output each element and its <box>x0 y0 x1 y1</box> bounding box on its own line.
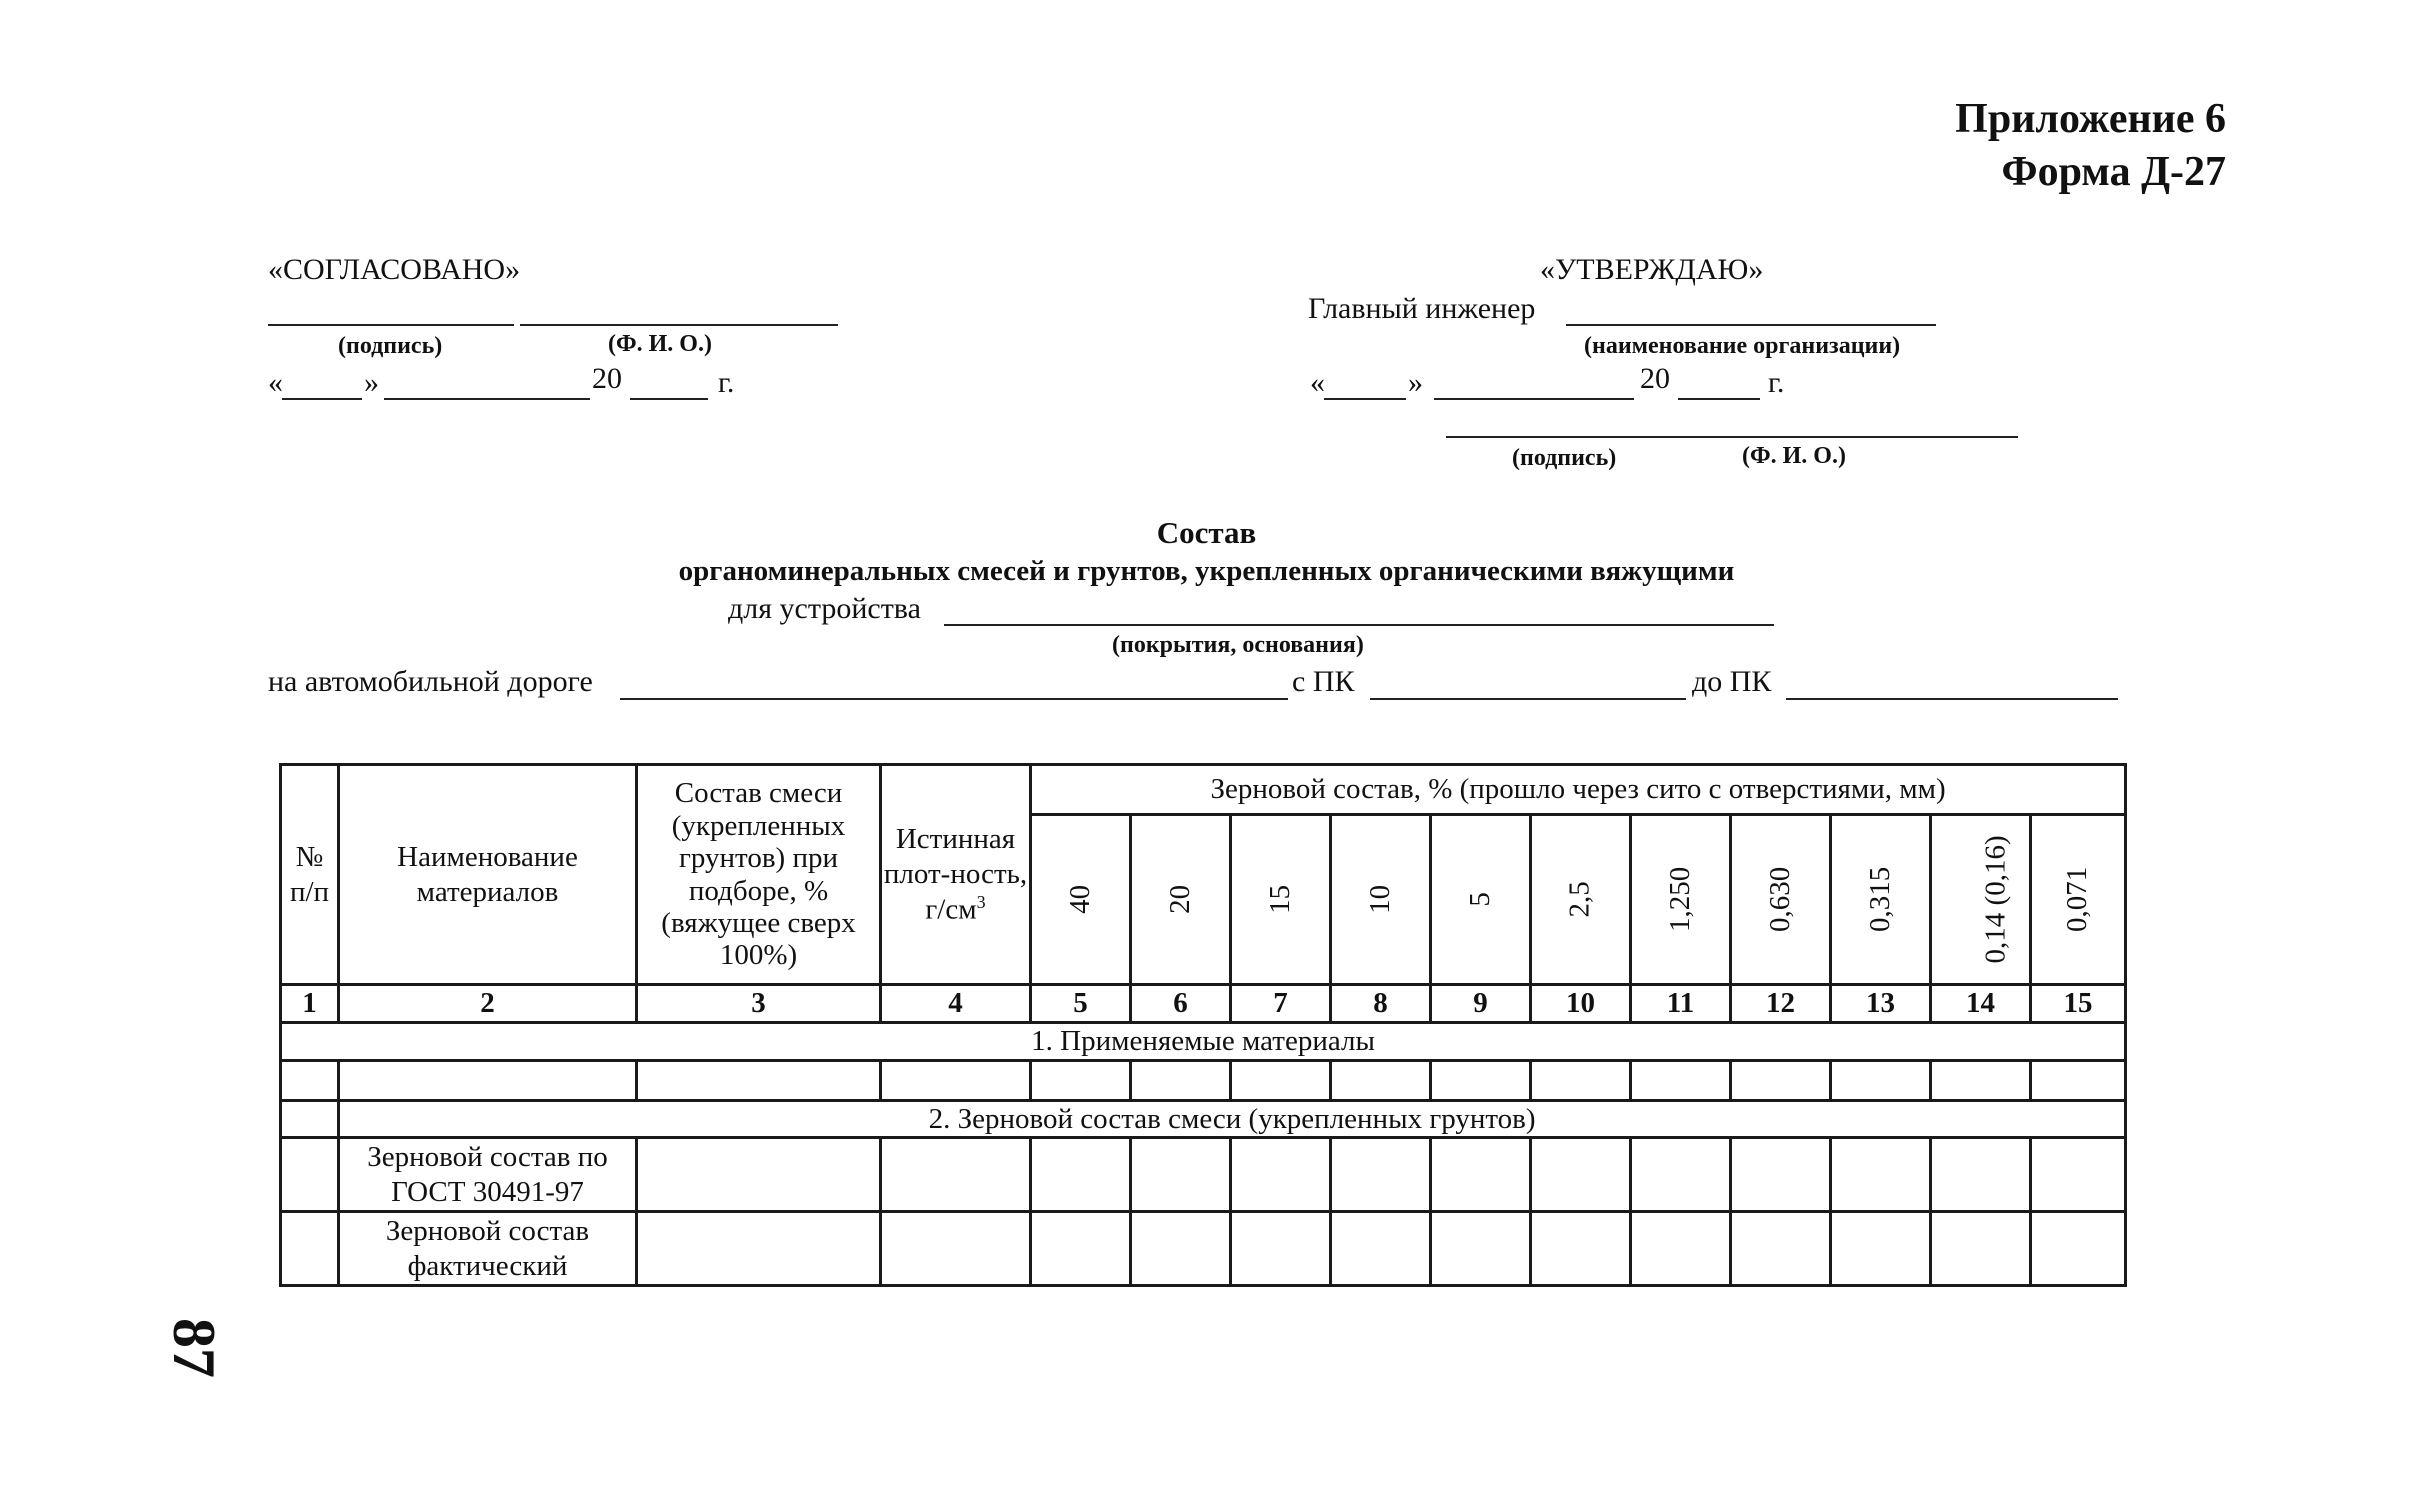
table-cell <box>1231 1212 1331 1286</box>
to-pk-label: до ПК <box>1692 665 1772 698</box>
sieve-label-10: 10 <box>1364 884 1397 914</box>
from-pk-label: с ПК <box>1292 665 1355 698</box>
approve-date-close: » <box>1408 366 1423 399</box>
table-cell <box>281 1212 339 1286</box>
table-cell <box>1631 1212 1731 1286</box>
agreed-year-suffix: г. <box>718 366 735 399</box>
table-row <box>281 1138 2126 1212</box>
agreed-title: «СОГЛАСОВАНО» <box>268 253 521 286</box>
table-cell <box>1131 1138 1231 1212</box>
organization-caption: (наименование организации) <box>1584 333 1901 359</box>
table-cell <box>1931 1138 2031 1212</box>
sieve-header-0-071 <box>2031 815 2126 985</box>
table-cell <box>1431 1212 1531 1286</box>
col-name-header: Наименование материалов <box>339 765 637 985</box>
col-density-unit-sup: 3 <box>976 891 986 912</box>
column-number: 2 <box>339 985 637 1023</box>
sieve-header-2-5 <box>1531 815 1631 985</box>
table-cell <box>1031 1212 1131 1286</box>
table-cell <box>1831 1212 1931 1286</box>
table-cell <box>1031 1138 1131 1212</box>
for-label: для устройства <box>728 592 921 625</box>
organization-line <box>1566 324 1936 326</box>
sieve-header-10 <box>1331 815 1431 985</box>
agreed-month-line <box>384 398 590 400</box>
column-number: 6 <box>1131 985 1231 1023</box>
table-cell <box>1531 1060 1631 1100</box>
table-cell <box>281 1100 339 1138</box>
sieve-header-20 <box>1131 815 1231 985</box>
table-cell <box>637 1212 881 1286</box>
sieve-header-0-630 <box>1731 815 1831 985</box>
table-cell <box>1431 1060 1531 1100</box>
table-cell <box>1331 1212 1431 1286</box>
sieve-header-40 <box>1031 815 1131 985</box>
table-cell <box>1931 1212 2031 1286</box>
composition-table <box>279 763 2127 1287</box>
sieve-label-0-14: 0,14 (0,16) <box>1979 835 2012 964</box>
table-cell <box>1231 1138 1331 1212</box>
table-cell <box>1131 1060 1231 1100</box>
table-row <box>281 1212 2126 1286</box>
sieve-label-0-315: 0,315 <box>1864 866 1897 933</box>
column-number: 7 <box>1231 985 1331 1023</box>
document-subtitle: органоминеральных смесей и грунтов, укрепленных органическими вяжущими <box>678 555 1735 587</box>
section1-row <box>281 1022 2126 1060</box>
table-cell <box>881 1060 1031 1100</box>
agreed-fio-caption: (Ф. И. О.) <box>608 331 712 357</box>
col-num-header: № п/п <box>281 765 339 985</box>
table-cell <box>1731 1138 1831 1212</box>
agreed-year-line <box>630 398 708 400</box>
table-cell <box>339 1060 637 1100</box>
appendix-label: Приложение 6 <box>1955 96 2226 142</box>
agreed-day-line <box>282 398 362 400</box>
table-cell <box>1431 1138 1531 1212</box>
sieve-label-0-071: 0,071 <box>2061 866 2094 933</box>
table-cell <box>1331 1060 1431 1100</box>
table-cell <box>1731 1060 1831 1100</box>
table-cell <box>1931 1060 2031 1100</box>
table-cell <box>1131 1212 1231 1286</box>
for-caption: (покрытия, основания) <box>1112 632 1364 658</box>
column-number: 1 <box>281 985 339 1023</box>
agreed-date-close: » <box>364 366 379 399</box>
to-pk-line <box>1786 698 2118 700</box>
table-cell <box>637 1138 881 1212</box>
sieve-label-1-250: 1,250 <box>1664 866 1697 933</box>
header-row-1 <box>281 765 2126 815</box>
approve-sign-caption: (подпись) <box>1512 445 1617 471</box>
table-cell <box>1631 1138 1731 1212</box>
sieve-label-2-5: 2,5 <box>1564 881 1597 918</box>
sieve-header-0-315 <box>1831 815 1931 985</box>
approve-fio-caption: (Ф. И. О.) <box>1742 443 1846 469</box>
column-number: 11 <box>1631 985 1731 1023</box>
sieve-label-0-630: 0,630 <box>1764 866 1797 933</box>
column-number: 13 <box>1831 985 1931 1023</box>
road-line <box>620 698 1288 700</box>
table-cell <box>1831 1138 1931 1212</box>
sieve-label-20: 20 <box>1164 884 1197 914</box>
table-cell <box>281 1060 339 1100</box>
column-number: 14 <box>1931 985 2031 1023</box>
table-cell <box>1531 1138 1631 1212</box>
sieve-label-15: 15 <box>1264 884 1297 914</box>
approve-year-suffix: г. <box>1768 366 1785 399</box>
column-number: 12 <box>1731 985 1831 1023</box>
section2-title: 2. Зерновой состав смеси (укрепленных грунтов) <box>339 1100 2126 1138</box>
table-cell <box>881 1138 1031 1212</box>
sieve-label-40: 40 <box>1064 884 1097 914</box>
table-row <box>281 1060 2126 1100</box>
col-mix-header: Состав смеси (укрепленных грунтов) при подборе, % (вяжущее сверх 100%) <box>637 765 881 985</box>
approve-day-line <box>1324 398 1406 400</box>
approve-year-prefix: 20 <box>1640 362 1670 395</box>
table-cell <box>881 1212 1031 1286</box>
agreed-sign-caption: (подпись) <box>338 333 443 359</box>
agreed-sign-line <box>268 324 514 326</box>
table-cell <box>1531 1212 1631 1286</box>
agreed-date-open: « <box>268 366 283 399</box>
table-cell <box>1731 1212 1831 1286</box>
table-cell <box>281 1138 339 1212</box>
sieve-header-1-250 <box>1631 815 1731 985</box>
approve-title: «УТВЕРЖДАЮ» <box>1540 253 1764 286</box>
for-line <box>944 624 1774 626</box>
sieve-label-5: 5 <box>1464 892 1497 907</box>
sieve-header-5 <box>1431 815 1531 985</box>
table-cell <box>637 1060 881 1100</box>
col-density-unit: г/см <box>925 893 977 926</box>
column-number: 3 <box>637 985 881 1023</box>
agreed-year-prefix: 20 <box>592 362 622 395</box>
approve-year-line <box>1678 398 1760 400</box>
document-title: Состав <box>1156 515 1257 550</box>
table-cell <box>2031 1060 2126 1100</box>
chief-engineer-label: Главный инженер <box>1308 292 1536 325</box>
row-gost-label: Зерновой состав по ГОСТ 30491-97 <box>339 1138 637 1212</box>
table-cell <box>1231 1060 1331 1100</box>
sieve-header-0-14 <box>1931 815 2031 985</box>
approve-date-open: « <box>1310 366 1325 399</box>
page-number: 87 <box>161 1318 227 1378</box>
table-cell <box>1331 1138 1431 1212</box>
column-number: 5 <box>1031 985 1131 1023</box>
column-number: 10 <box>1531 985 1631 1023</box>
table-cell <box>1031 1060 1131 1100</box>
column-number: 4 <box>881 985 1031 1023</box>
col-density-header <box>881 765 1031 985</box>
table-cell <box>1831 1060 1931 1100</box>
section1-title: 1. Применяемые материалы <box>281 1022 2126 1060</box>
approve-sign-line <box>1446 436 2018 438</box>
agreed-fio-line <box>520 324 838 326</box>
from-pk-line <box>1370 698 1686 700</box>
section2-row <box>281 1100 2126 1138</box>
col-grain-header: Зерновой состав, % (прошло через сито с отверстиями, мм) <box>1031 765 2126 815</box>
table-cell <box>1631 1060 1731 1100</box>
form-label: Форма Д-27 <box>2001 149 2226 195</box>
col-density-text: Истинная плот-ность, <box>883 822 1028 890</box>
column-number: 8 <box>1331 985 1431 1023</box>
column-numbers-row <box>281 985 2126 1023</box>
row-actual-label: Зерновой состав фактический <box>339 1212 637 1286</box>
approve-month-line <box>1434 398 1634 400</box>
column-number: 9 <box>1431 985 1531 1023</box>
column-number: 15 <box>2031 985 2126 1023</box>
road-label: на автомобильной дороге <box>268 665 593 698</box>
sieve-header-15 <box>1231 815 1331 985</box>
table-cell <box>2031 1138 2126 1212</box>
table-cell <box>2031 1212 2126 1286</box>
